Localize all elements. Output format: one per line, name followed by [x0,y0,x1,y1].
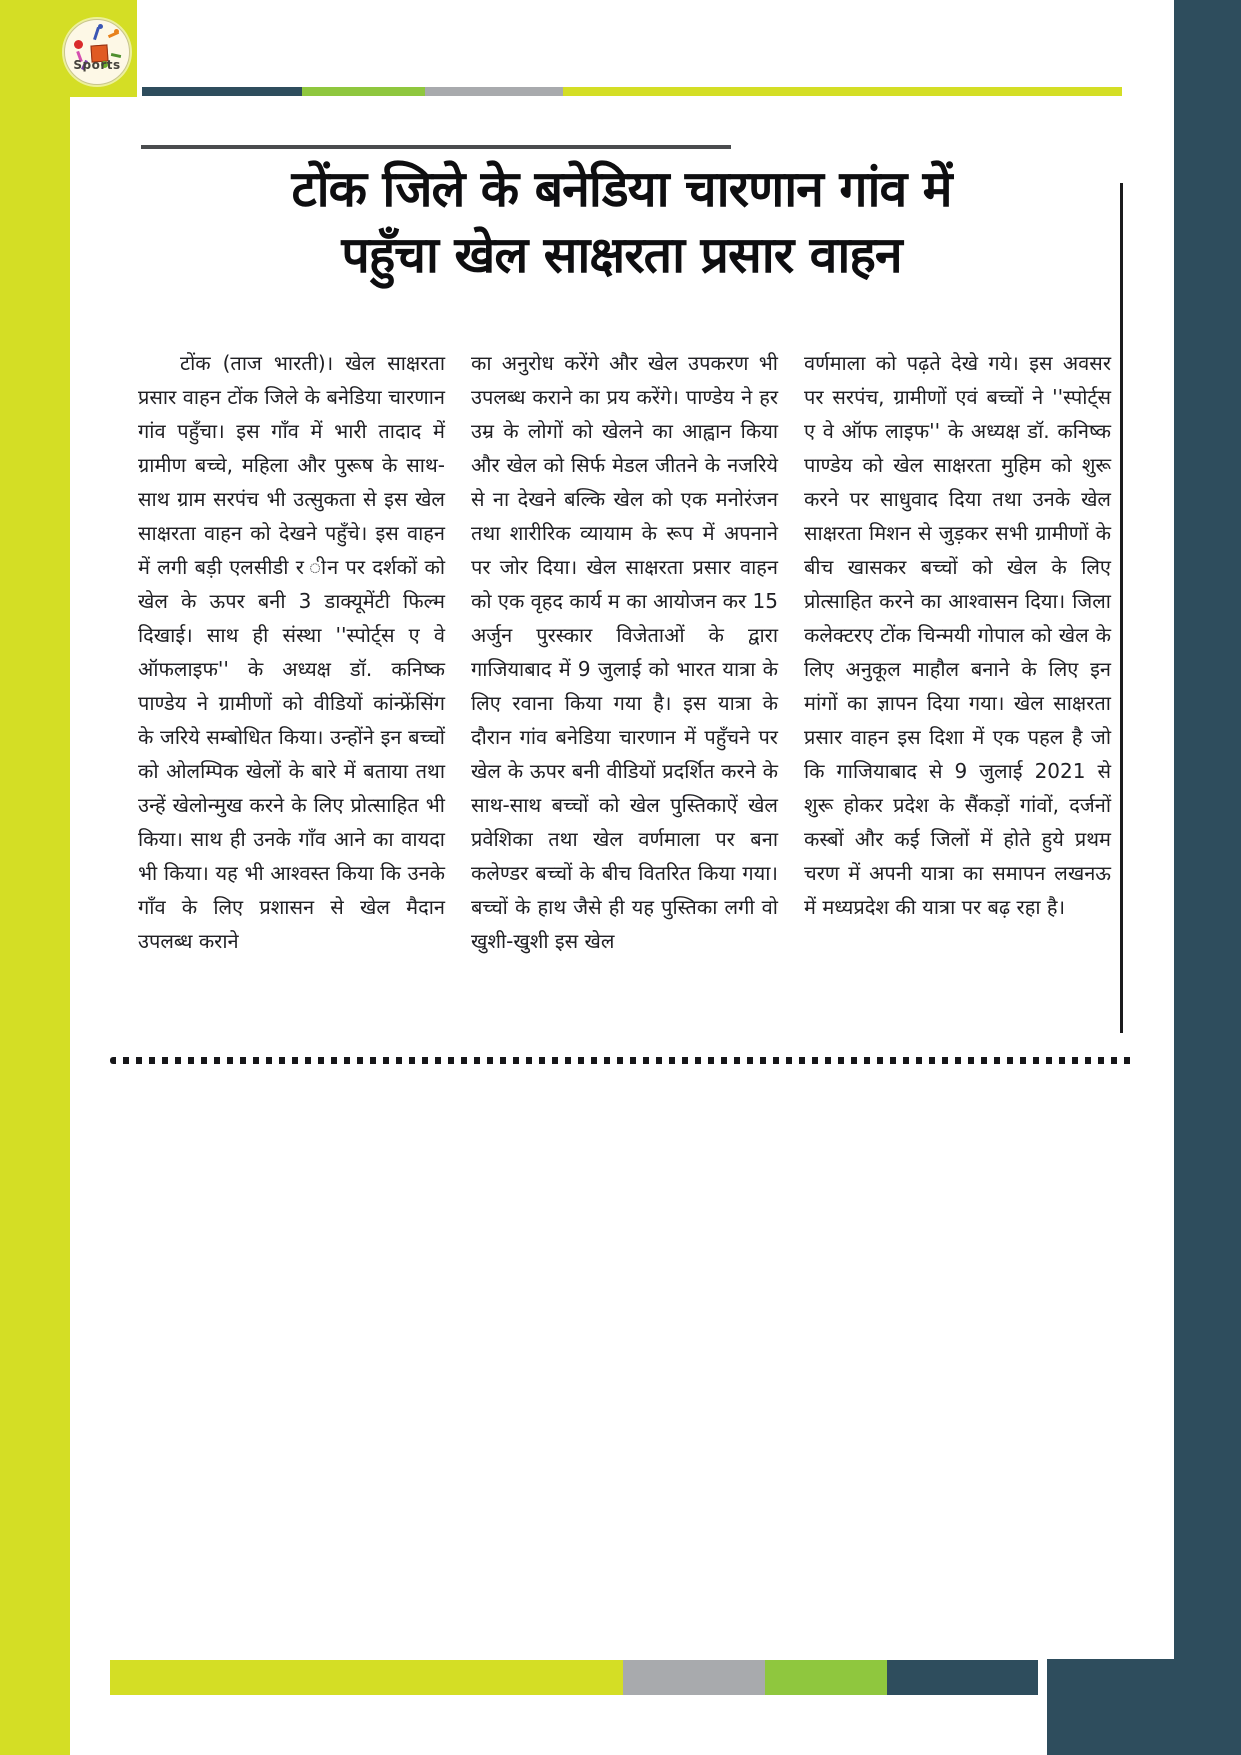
javelin-figure-head-icon [98,24,103,29]
accent-block-bottom-right [1047,1659,1241,1755]
accent-bar-bottom-gray [623,1660,765,1695]
logo-label: Sports [73,58,121,72]
accent-bar-top-green [302,87,425,96]
dotted-divider [110,1057,1136,1064]
accent-bar-top-lime [563,87,1122,96]
headline-top-rule [141,145,731,149]
article-column-1: टोंक (ताज भारती)। खेल साक्षरता प्रसार वाहन टोंक जिले के बनेडिया चारणान गांव पहुँचा। इस गाँव में भारी तादाद में ग्रामीण बच्चे, महिला और पुरूष के साथ-साथ ग्राम सरपंच भी उत्सुकता से इस खेल साक्षरता वाहन को देखने पहुँचे। इस वाहन में लगी बड़ी एलसीडी र ीन पर दर्शकों को खेल के ऊपर बनी 3 डाक्यूमेंटी फिल्म दिखाई। साथ ही संस्था ''स्पोर्ट्स ए वे ऑफलाइफ'' के अध्यक्ष डॉ. कनिष्क पाण्डेय ने ग्रामीणों को वीडियों कांन्फ्रेंसिंग के जरिये सम्बोधित किया। उन्होंने इन बच्चों को ओलम्पिक खेलों के बारे में बताया तथा उन्हें खेलोन्मुख करने के लिए प्रोत्साहित भी किया। साथ ही उनके गाँव आने का वायदा भी किया। यह भी आश्वस्त किया कि उनके गाँव के लिए प्रशासन से खेल मैदान उपलब्ध कराने [138,351,445,953]
article-body [138,346,1110,958]
article-right-border [1120,183,1123,1033]
article-headline [133,156,1110,288]
headline-line-2: पहुँचा खेल साक्षरता प्रसार वाहन [341,226,902,284]
red-ball-icon [74,40,83,49]
accent-bar-right [1174,0,1241,1659]
accent-bar-left [0,0,70,1755]
accent-bar-top-teal [142,87,302,96]
accent-bar-bottom-lime [110,1660,623,1695]
article-column-3: वर्णमाला को पढ़ते देखे गये। इस अवसर पर सरपंच, ग्रामीणों एवं बच्चों ने ''स्पोर्ट्स ए वे ऑफ लाइफ'' के अध्यक्ष डॉ. कनिष्क पाण्डेय को खेल साक्षरता मुहिम को शुरू करने पर साधुवाद दिया तथा उनके खेल साक्षरता मिशन से जुड़कर सभी ग्रामीणों के बीच खासकर बच्चों को खेल के लिए प्रोत्साहित करने का आश्वासन दिया। जिला कलेक्टरए टोंक चिन्मयी गोपाल को खेल के लिए अनुकूल माहौल बनाने के लिए इन मांगों का ज्ञापन दिया गया। खेल साक्षरता प्रसार वाहन इस दिशा में एक पहल है जो कि गाजियाबाद से 9 जुलाई 2021 से शुरू होकर प्रदेश के सैंकड़ों गांवों, दर्जनों कस्बों और कई जिलों में होते हुये प्रथम चरण में अपनी यात्रा का समापन लखनऊ में मध्यप्रदेश की यात्रा पर बढ़ रहा है। [804,351,1111,919]
article-column-2: का अनुरोध करेंगे और खेल उपकरण भी उपलब्ध कराने का प्रय करेंगे। पाण्डेय ने हर उम्र के लोगों को खेलने का आह्वान किया और खेल को सिर्फ मेडल जीतने के नजरिये से ना देखने बल्कि खेल को एक मनोरंजन तथा शारीरिक व्यायाम के रूप में अपनाने पर जोर दिया। खेल साक्षरता प्रसार वाहन को एक वृहद कार्य म का आयोजन कर 15 अर्जुन पुरस्कार विजेताओं के द्वारा गाजियाबाद में 9 जुलाई को भारत यात्रा के लिए रवाना किया गया है। इस यात्रा के दौरान गांव बनेडिया चारणान में पहुँचने पर खेल के ऊपर बनी वीडियों प्रदर्शित करने के साथ-साथ बच्चों को खेल पुस्तिकाऐं खेल प्रवेशिका तथा खेल वर्णमाला पर बना कलेण्डर बच्चों के बीच वितरित किया गया। बच्चों के हाथ जैसे ही यह पुस्तिका लगी वो खुशी-खुशी इस खेल [471,351,778,953]
sports-logo [64,19,130,85]
accent-bar-top-gray [425,87,563,96]
accent-bar-bottom-teal [887,1660,1038,1695]
headline-line-1: टोंक जिले के बनेडिया चारणान गांव में [291,160,952,218]
archer-figure-head-icon [114,29,119,34]
accent-bar-bottom-green [765,1660,887,1695]
